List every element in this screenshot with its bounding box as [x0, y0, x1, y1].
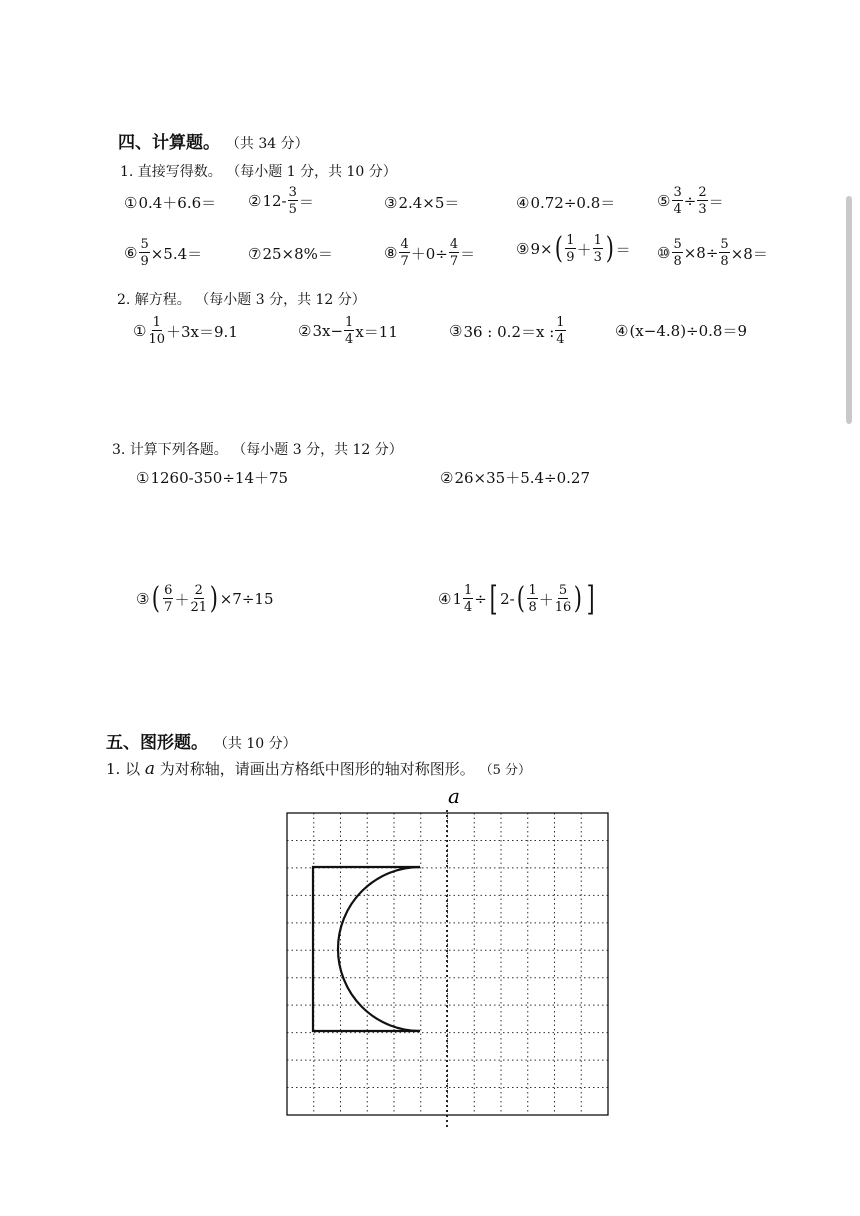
operator: ÷ [683, 192, 697, 210]
item-number: ① [133, 322, 147, 340]
left-bracket: [ [489, 579, 498, 619]
oral-calc-4 [516, 192, 615, 213]
section-5-title: 五、图形题。 [106, 733, 208, 753]
fraction: $\frac{1}{4}$ [345, 315, 354, 347]
expression: 12- [262, 192, 287, 210]
expression: 1260-350÷14＋75 [150, 469, 289, 487]
operator: ÷ [474, 590, 487, 608]
part-1-score: （每小题 1 分，共 10 分） [226, 164, 397, 180]
calc-problem-1 [136, 467, 288, 488]
item-number: ② [298, 322, 312, 340]
operator: ×8÷ [683, 244, 719, 262]
operator: ＋ [174, 590, 190, 609]
calc-problem-3 [136, 581, 274, 616]
section-5-score: （共 10 分） [213, 736, 297, 752]
fraction: $\frac{1}{4}$ [556, 315, 565, 347]
item-number: ⑤ [657, 192, 671, 210]
expression: 3x− [312, 322, 344, 340]
fraction: $\frac{4}{7}$ [400, 237, 409, 269]
expression: x＝11 [355, 322, 398, 341]
calc-problem-2 [440, 467, 590, 488]
expression: 26×35＋5.4÷0.27 [454, 469, 591, 487]
figure-arc [338, 867, 420, 1031]
whole-number: 1 [452, 590, 462, 608]
item-number: ① [136, 468, 150, 487]
item-number: ③ [136, 590, 150, 608]
equation-2 [298, 316, 398, 346]
operator: ＋ [576, 240, 592, 259]
right-paren: ) [574, 581, 583, 616]
axis-symbol: a [144, 759, 156, 779]
part-3-score: （每小题 3 分，共 12 分） [232, 442, 403, 458]
expression: ×8＝ [730, 244, 768, 263]
fraction: $\frac{1}{10}$ [148, 315, 165, 347]
item-number: ⑥ [124, 244, 138, 262]
fraction: $\frac{5}{8}$ [673, 237, 682, 269]
part-2-score: （每小题 3 分，共 12 分） [195, 292, 366, 308]
fraction: $\frac{1}{8}$ [528, 583, 537, 615]
fraction: $\frac{2}{3}$ [698, 185, 707, 217]
equation-3 [449, 316, 567, 346]
item-number: ⑦ [248, 244, 262, 263]
expression: ＝ [615, 240, 631, 259]
fraction: $\frac{4}{7}$ [449, 237, 459, 269]
fraction: $\frac{5}{16}$ [554, 583, 572, 615]
expression: 0.4＋6.6＝ [138, 194, 217, 212]
axis-label: a [448, 784, 460, 808]
expression: ×5.4＝ [150, 244, 203, 263]
expression: 0.72÷0.8＝ [530, 194, 616, 212]
fraction: $\frac{1}{9}$ [566, 233, 575, 265]
left-paren: ( [516, 581, 525, 616]
equation-1 [133, 316, 238, 346]
item-number: ⑨ [516, 240, 530, 258]
oral-calc-10 [657, 238, 768, 268]
expression: (x−4.8)÷0.8＝9 [629, 322, 748, 340]
fraction: $\frac{1}{3}$ [593, 233, 602, 265]
expression: 36 : 0.2＝x : [463, 322, 555, 341]
fraction: $\frac{3}{5}$ [288, 185, 297, 217]
fraction: $\frac{2}{21}$ [190, 583, 208, 615]
left-paren: ( [152, 581, 161, 616]
oral-calc-8 [384, 238, 475, 268]
grid-lines [287, 813, 608, 1115]
item-number: ④ [438, 590, 452, 608]
part-1-title: 1. 直接写得数。 [120, 164, 222, 180]
expression: 25×8%＝ [262, 245, 333, 263]
fraction: $\frac{5}{8}$ [720, 237, 729, 269]
part-2-heading [117, 289, 366, 309]
item-number: ③ [384, 193, 398, 212]
item-number: ④ [615, 321, 629, 340]
expression: ＋3x＝9.1 [166, 322, 238, 341]
expression: 2- [500, 590, 515, 608]
oral-calc-1 [124, 192, 216, 213]
expression: 9× [530, 240, 553, 258]
section-5-heading [106, 728, 297, 753]
item-number: ⑧ [384, 244, 398, 262]
fraction: $\frac{5}{9}$ [140, 237, 149, 269]
question-score: （5 分） [479, 763, 531, 778]
item-number: ② [440, 468, 454, 487]
section-4-heading [118, 128, 309, 153]
item-number: ④ [516, 193, 530, 212]
fraction: $\frac{6}{7}$ [164, 583, 173, 615]
part-3-heading [112, 439, 403, 459]
item-number: ③ [449, 322, 463, 340]
part-3-title: 3. 计算下列各题。 [112, 442, 228, 458]
oral-calc-6 [124, 238, 202, 268]
scrollbar[interactable] [846, 196, 852, 424]
right-paren: ) [209, 581, 218, 616]
section-4-score: （共 34 分） [225, 136, 309, 152]
item-number: ② [248, 192, 262, 210]
right-bracket: ] [586, 579, 595, 619]
grid-figure [270, 782, 630, 1132]
operator: ＋ [538, 590, 554, 609]
operator: ＋0÷ [410, 244, 448, 263]
item-number: ⑩ [657, 244, 671, 262]
expression: ＝ [708, 192, 724, 211]
question-text: 为对称轴，请画出方格纸中图形的轴对称图形。 [159, 760, 475, 778]
oral-calc-9 [516, 231, 631, 266]
item-number: ① [124, 193, 138, 212]
fraction: $\frac{1}{4}$ [464, 583, 473, 615]
expression: ×7÷15 [219, 590, 274, 608]
question-prefix: 1. 以 [106, 760, 141, 778]
expression: ＝ [460, 244, 476, 263]
left-paren: ( [554, 231, 563, 266]
figure-outline [313, 867, 420, 1031]
equation-4 [615, 320, 747, 341]
oral-calc-7 [248, 243, 333, 264]
oral-calc-2 [248, 186, 314, 216]
fraction: $\frac{3}{4}$ [673, 185, 682, 217]
section-4-title: 四、计算题。 [118, 133, 220, 153]
expression: ＝ [298, 192, 314, 211]
expression: 2.4×5＝ [398, 194, 460, 212]
oral-calc-3 [384, 192, 459, 213]
right-paren: ) [605, 231, 614, 266]
part-2-title: 2. 解方程。 [117, 292, 191, 308]
part-1-heading [120, 161, 397, 181]
calc-problem-4 [438, 579, 597, 619]
geometry-question-1 [106, 758, 531, 779]
oral-calc-5 [657, 186, 724, 216]
